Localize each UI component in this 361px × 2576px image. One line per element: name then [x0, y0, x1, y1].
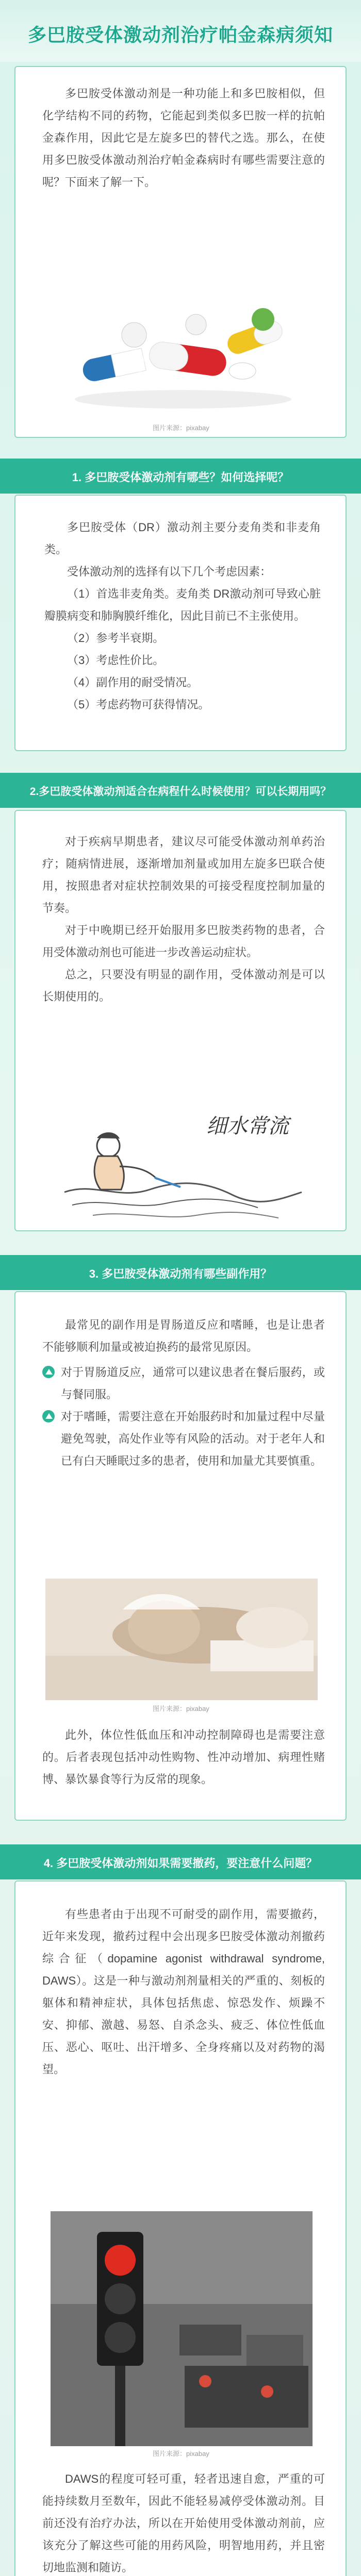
section3-bullet-1-text: 对于胃肠道反应，通常可以建议患者在餐后服药，或与餐同服。 — [61, 1366, 325, 1401]
section3-bullet-1 — [42, 1361, 325, 1405]
stream-drawing — [62, 1089, 304, 1223]
bullet-triangle-icon — [42, 1410, 55, 1422]
intro-card — [14, 66, 347, 438]
intro-text: 多巴胺受体激动剂是一种功能上和多巴胺相似，但化学结构不同的药物，它能起到类似多巴胺一样的抗帕金森作用，因此它是左旋多巴的替代之选。那么，在使用多巴胺受体激动剂治疗帕金森病时有哪些需要注意的呢？下面来了解一下。 — [42, 87, 325, 189]
section2-p3: 总之，只要没有明显的副作用，受体激动剂是可以长期使用的。 — [42, 968, 325, 1003]
section3-p1: 最常见的副作用是胃肠道反应和嗜睡，也是让患者不能够顺利加量或被迫换药的最常见原因。 — [42, 1318, 325, 1353]
sleeping-person-image — [45, 1579, 318, 1700]
section3-card — [14, 1291, 347, 1821]
section2-title: 2.多巴胺受体激动剂适合在病程什么时候使用？可以长期用吗？ — [29, 786, 332, 798]
section3-bullet-2 — [42, 1405, 325, 1472]
header — [0, 0, 361, 62]
section3-p2: 此外，体位性低血压和冲动控制障碍也是需要注意的。后者表现包括冲动性购物、性冲动增加、病理性赌博、暴饮暴食等行为反常的现象。 — [42, 1728, 325, 1786]
section4-p1: 有些患者由于出现不可耐受的副作用，需要撤药，近年来发现，撤药过程中会出现多巴胺受体激动剂撤药综合征（dopamine agonist withdrawal syndrome, DAWS）。这是一种与激动剂剂量相关的严重的、刻板的躯体和精神症状，具体包括焦虑、惊恐发作、烦躁不安、抑郁、激越、易怒、自杀念头、疲乏、体位性低血压、恶心、呕吐、出汗增多、全身疼痛以及对药物的渴望。 — [42, 1908, 325, 2076]
section1-item-2: （2）参考半衰期。 — [67, 632, 165, 645]
bullet-triangle-icon — [42, 1366, 55, 1378]
intro-image-caption: 图片来源：pixabay — [153, 424, 209, 432]
section1-item-4: （4）副作用的耐受情况。 — [67, 676, 199, 689]
traffic-light-image — [51, 2211, 313, 2446]
section1-item-3: （3）考虑性价比。 — [67, 654, 165, 667]
section4-image-caption: 图片来源：pixabay — [153, 2450, 209, 2458]
section3-text-wrap — [42, 1301, 325, 1472]
section2-text-wrap — [42, 820, 325, 1008]
section3-p2-wrap — [42, 1724, 325, 1790]
section1-item-1: （1）首选非麦角类。麦角类 DR激动剂可导致心脏瓣膜病变和肺胸膜纤维化，因此目前已不主张使用。 — [44, 587, 321, 622]
section1-p2: 受体激动剂的选择有以下几个考虑因素： — [67, 565, 272, 578]
section4-title: 4. 多巴胺受体激动剂如果需要撤药，要注意什么问题？ — [43, 1857, 318, 1870]
page-title: 多巴胺受体激动剂治疗帕金森病须知 — [27, 24, 333, 45]
section1-item-5: （5）考虑药物可获得情况。 — [67, 698, 210, 711]
section3-image-caption: 图片来源：pixabay — [153, 1705, 209, 1713]
section2-card — [14, 810, 347, 1231]
section3-title: 3. 多巴胺受体激动剂有哪些副作用？ — [89, 1267, 272, 1280]
section1-title: 1. 多巴胺受体激动剂有哪些？如何选择呢？ — [72, 471, 289, 484]
section1-text-wrap — [44, 507, 321, 716]
section4-p2: DAWS的程度可轻可重，轻者迅速自愈，严重的可能持续数月至数年，因此不能轻易减停受体激动剂。目前还没有治疗办法，所以在开始使用受体激动剂前，应该充分了解这些可能的用药风险，明智地用药，并且密切地监测和随访。 — [42, 2472, 325, 2574]
section4-banner — [0, 1844, 361, 1879]
section2-p2: 对于中晚期已经开始服用多巴胺类药物的患者，合用受体激动剂也可能进一步改善运动症状。 — [42, 924, 325, 959]
section2-p1: 对于疾病早期患者，建议尽可能受体激动剂单药治疗；随病情进展，逐渐增加剂量或加用左旋多巴联合使用，按照患者对症状控制效果的可接受程度控制加量的节奏。 — [42, 835, 325, 914]
section2-banner — [0, 773, 361, 808]
section1-p1: 多巴胺受体（DR）激动剂主要分麦角类和非麦角类。 — [44, 521, 321, 556]
section1-card — [14, 495, 347, 751]
pills-image — [67, 289, 299, 412]
section3-bullet-2-text: 对于嗜睡，需要注意在开始服药时和加量过程中尽量避免驾驶，高处作业等有风险的活动。对于老年人和已有白天睡眠过多的患者，使用和加量尤其要慎重。 — [61, 1410, 325, 1467]
section4-card — [14, 1880, 347, 2576]
intro-text-wrap — [42, 82, 325, 193]
section4-p2-wrap — [42, 2468, 325, 2576]
section4-text-wrap — [42, 1893, 325, 2080]
stream-drawing-text: 细水常流 — [206, 1114, 289, 1138]
section3-banner — [0, 1255, 361, 1290]
section1-banner — [0, 459, 361, 494]
